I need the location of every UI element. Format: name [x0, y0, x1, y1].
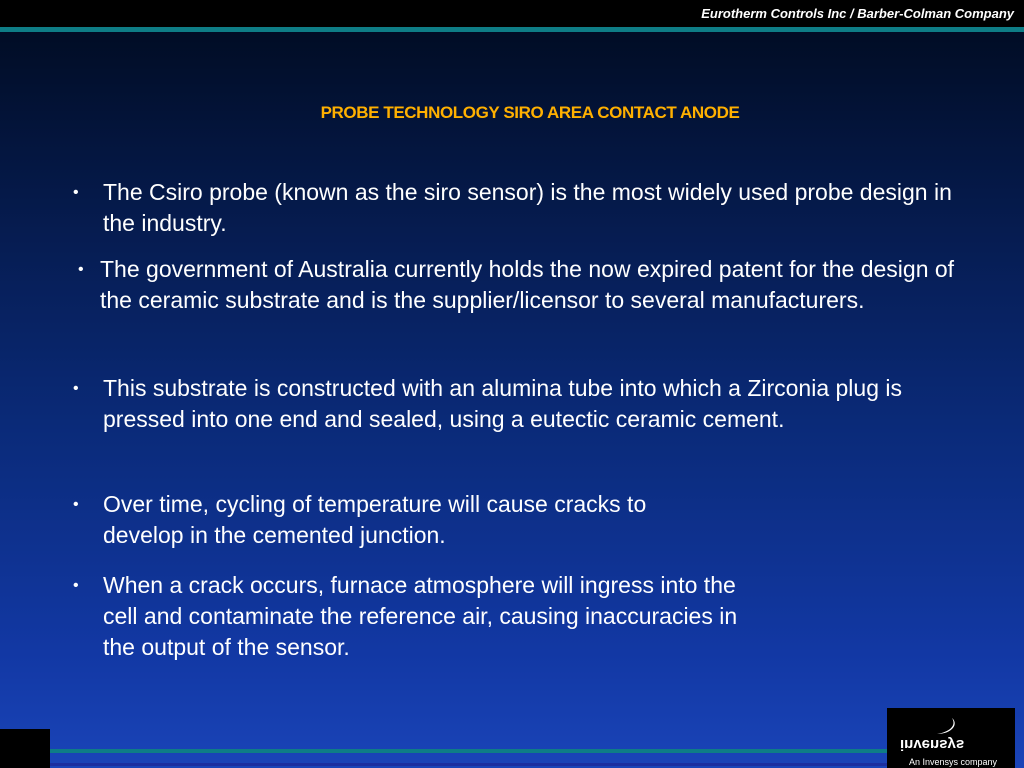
bullet-text: The government of Australia currently holds the now expired patent for the design of the ceramic substrate and is the supplier/licensor to several manufacturers. [100, 256, 955, 313]
bullet-text: Over time, cycling of temperature will cause cracks to develop in the cemented junction. [103, 491, 647, 548]
bullet-item [73, 489, 723, 551]
bullet-dot-icon: • [73, 577, 79, 594]
bullet-dot-icon: • [73, 184, 79, 201]
bullet-item [73, 177, 963, 239]
invensys-logo [887, 708, 1015, 768]
bullet-item [73, 570, 743, 663]
footer-line-teal [50, 749, 888, 753]
company-header-text: Eurotherm Controls Inc / Barber-Colman Company [701, 6, 1014, 21]
logo-wordmark: invensys [900, 736, 965, 753]
bullet-item [73, 373, 933, 435]
footer-corner-block [0, 729, 50, 768]
bullet-item [78, 254, 960, 316]
logo-subtext: An Invensys company [909, 757, 998, 767]
bullet-dot-icon: • [78, 261, 84, 278]
bullet-text: The Csiro probe (known as the siro sensor) is the most widely used probe design in the industry. [103, 179, 952, 236]
bullet-text: When a crack occurs, furnace atmosphere will ingress into the cell and contaminate the reference air, causing inaccuracies in the output of the sensor. [103, 572, 738, 660]
footer-divider [50, 746, 888, 768]
bullet-dot-icon: • [73, 496, 79, 513]
bullet-dot-icon: • [73, 380, 79, 397]
header-bar [0, 0, 1024, 32]
slide-title: PROBE TECHNOLOGY SIRO AREA CONTACT ANODE [320, 103, 740, 122]
bullet-text: This substrate is constructed with an alumina tube into which a Zirconia plug is pressed into one end and sealed, using a eutectic ceramic cement. [103, 375, 903, 432]
footer-line-blue [50, 763, 888, 766]
